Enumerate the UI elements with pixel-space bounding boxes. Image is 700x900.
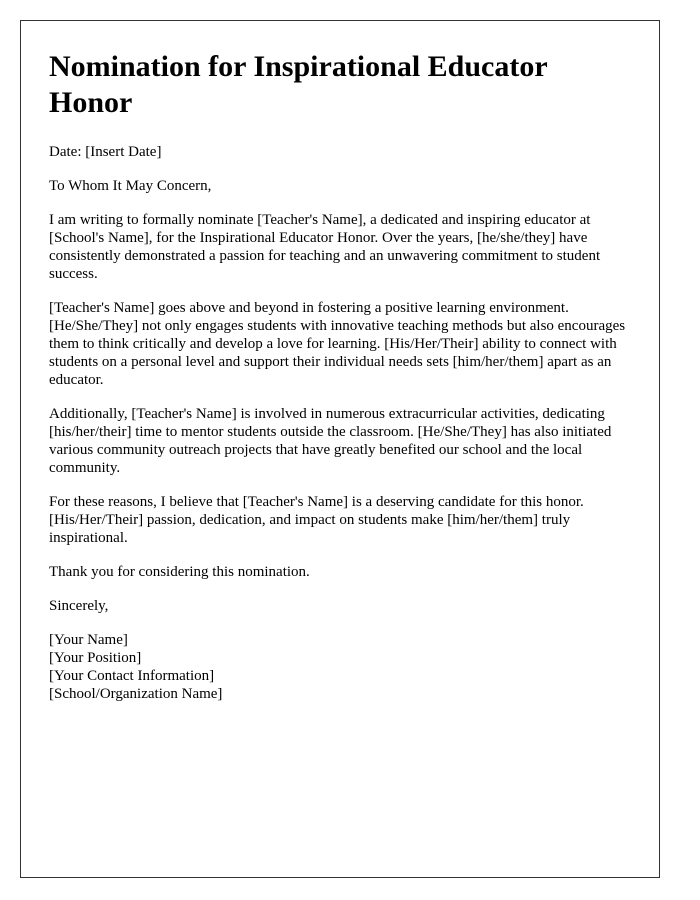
letter-page bbox=[20, 20, 660, 878]
body-paragraph-1: I am writing to formally nominate [Teacher's Name], a dedicated and inspiring educator at [School's Name], for the Inspirational Educator Honor. Over the years, [he/she/they] have consistently demonstrated a passion for teaching and an unwavering commitment to student success. bbox=[49, 212, 601, 282]
signature-block bbox=[49, 631, 631, 703]
letter-title: Nomination for Inspirational Educator Honor bbox=[49, 50, 548, 119]
signature-organization: [School/Organization Name] bbox=[49, 686, 223, 702]
letter-thanks: Thank you for considering this nomination. bbox=[49, 564, 310, 580]
letter-date: Date: [Insert Date] bbox=[49, 144, 162, 160]
signature-position: [Your Position] bbox=[49, 650, 142, 666]
signature-contact: [Your Contact Information] bbox=[49, 668, 215, 684]
signature-name: [Your Name] bbox=[49, 632, 128, 648]
letter-salutation: To Whom It May Concern, bbox=[49, 178, 212, 194]
body-paragraph-2: [Teacher's Name] goes above and beyond in fostering a positive learning environment. [He/She/They] not only engages students with innovative teaching methods but also encourages them to think critically and develop a love for learning. [His/Her/Their] ability to connect with students on a personal level and support their individual needs sets [him/her/them] apart as an educator. bbox=[49, 300, 626, 388]
body-paragraph-4: For these reasons, I believe that [Teacher's Name] is a deserving candidate for this honor. [His/Her/Their] passion, dedication, and impact on students make [him/her/them] truly inspirational. bbox=[49, 494, 584, 546]
letter-closing: Sincerely, bbox=[49, 598, 109, 614]
body-paragraph-3: Additionally, [Teacher's Name] is involved in numerous extracurricular activities, dedicating [his/her/their] time to mentor students outside the classroom. [He/She/They] has also initiated various community outreach projects that have greatly benefited our school and the local community. bbox=[49, 406, 612, 476]
